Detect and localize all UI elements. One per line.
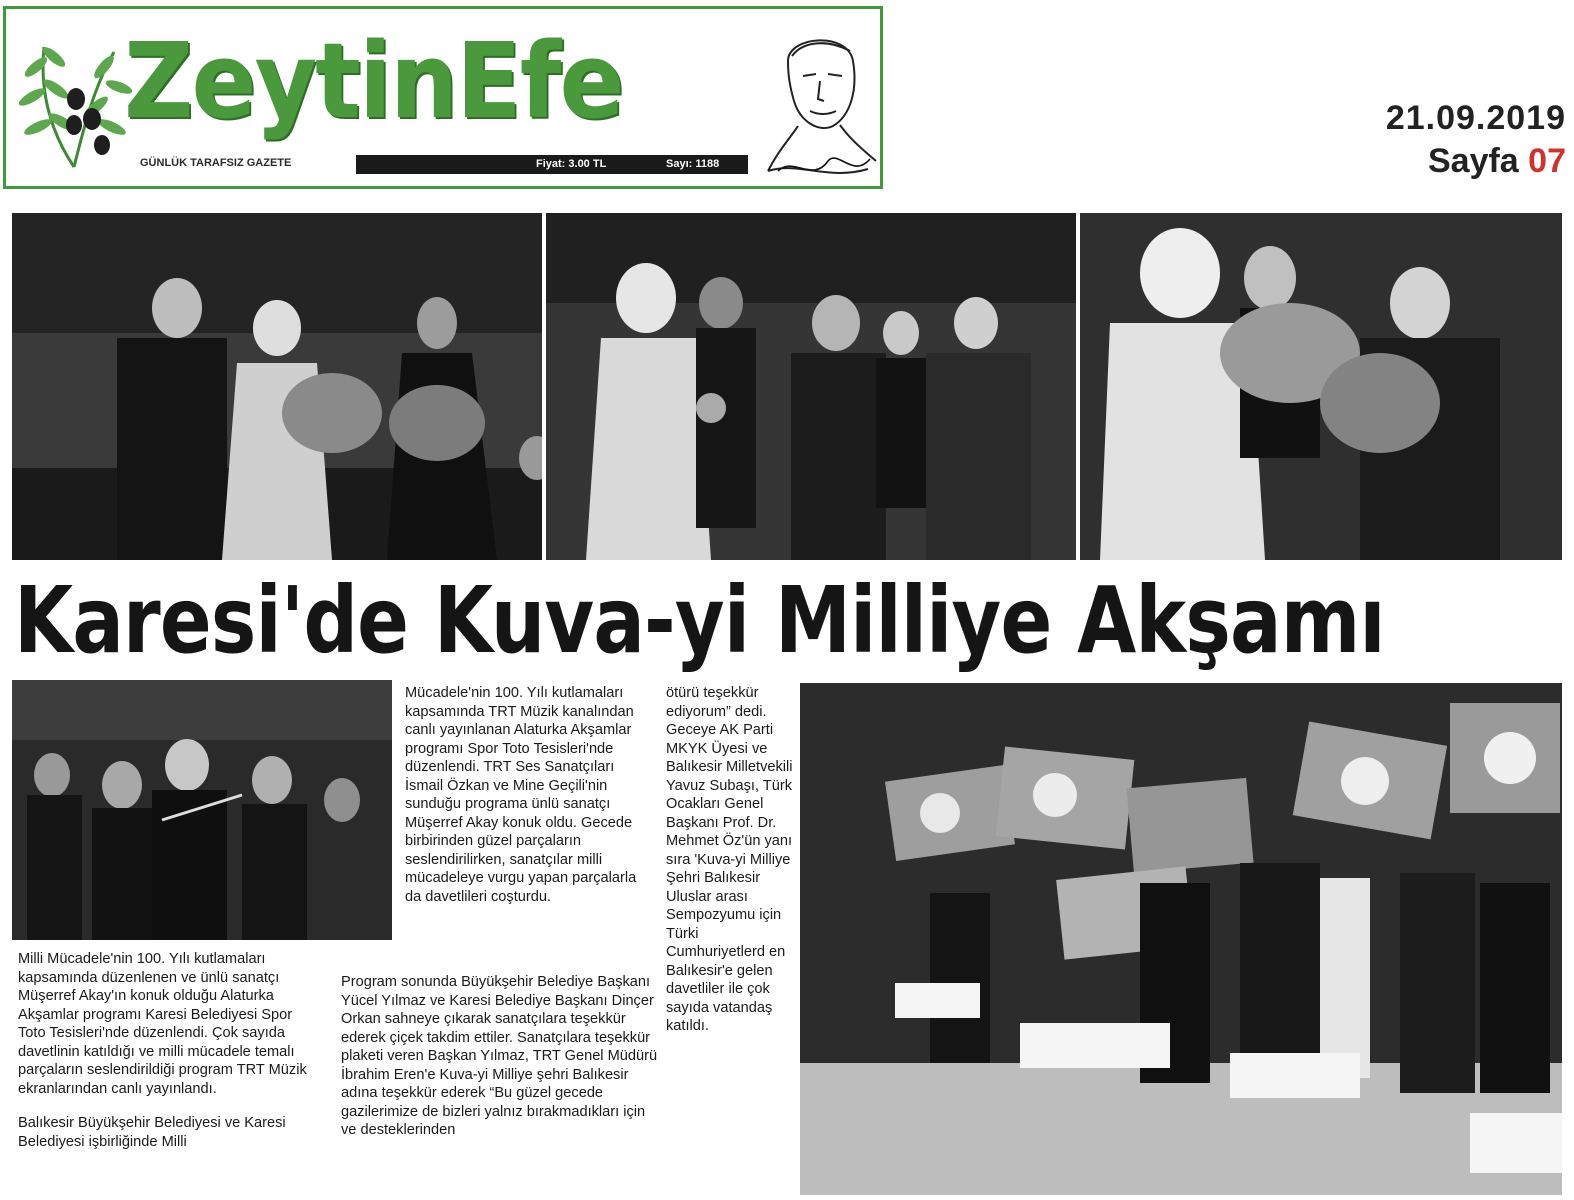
ataturk-portrait-icon xyxy=(758,21,878,186)
masthead-tagline: GÜNLÜK TARAFSIZ GAZETE xyxy=(140,157,292,169)
photo-officials-plaque xyxy=(546,213,1076,560)
page-number: 07 xyxy=(1528,142,1566,180)
page-label: Sayfa xyxy=(1427,142,1519,180)
article-column-3 xyxy=(341,973,659,1140)
masthead xyxy=(3,6,883,189)
article-column-2 xyxy=(405,684,655,906)
masthead-title: ZeytinEfe xyxy=(124,20,623,142)
article-paragraph: ötürü teşekkür ediyorum” dedi. Geceye AK Parti MKYK Üyesi ve Balıkesir Milletvekili Yavuz Subaşı, Türk Ocakları Genel Başkanı Prof. Dr. Mehmet Öz'ün yanı sıra 'Kuva-yi Milliye Şehri Balıkesir Uluslar arası Sempozyumu için Türki Cumhuriyetlerd en Balıkesir'e gelen davetliler ile çok sayıda vatandaş katıldı. xyxy=(666,685,793,1034)
photo-stage-singers xyxy=(12,213,542,560)
photo-crowd-flags xyxy=(800,683,1562,1195)
olive-branch-icon xyxy=(14,27,134,177)
article-paragraph: Balıkesir Büyükşehir Belediyesi ve Karesi Belediyesi işbirliğinde Milli xyxy=(18,1115,286,1150)
issue-date: 21.09.2019 xyxy=(1385,99,1566,137)
photo-orchestra xyxy=(12,680,392,940)
date-page-box xyxy=(1386,98,1566,184)
article-paragraph: Mücadele'nin 100. Yılı kutlamaları kapsamında TRT Müzik kanalından canlı yayınlanan Alaturka Akşamlar programı Spor Toto Tesisleri'nde düzenlendi. TRT Ses Sanatçıları İsmail Özkan ve Mine Geçili'nin sunduğu programa ünlü sanatçı Müşerref Akay konuk oldu. Gecede birbirinden güzel parçaların seslendirilirken, sanatçılar milli mücadeleye vurgu yapan parçalarla da davetlileri coşturdu. xyxy=(405,685,637,905)
article-column-1 xyxy=(18,950,318,1151)
article-paragraph: Program sonunda Büyükşehir Belediye Başkanı Yücel Yılmaz ve Karesi Belediye Başkanı Dinçer Orkan sahneye çıkarak sanatçılara teşekkür ederek çiçek takdim ettiler. Sanatçılara teşekkür plaketi veren Başkan Yılmaz, TRT Genel Müdürü İbrahim Eren'e Kuva-yi Milliye şehri Balıkesir adına teşekkür ederek “Bu güzel gecede gazilerimize de bizleri yalnız bırakmadıkları için ve desteklerinden xyxy=(341,974,658,1138)
price-label: Fiyat: 3.00 TL xyxy=(536,158,607,170)
article-paragraph: Milli Mücadele'nin 100. Yılı kutlamaları kapsamında düzenlenen ve ünlü sanatçı Müşerref Akay'ın konuk olduğu Alaturka Akşamlar programı Karesi Belediyesi Spor Toto Tesisleri'nde düzenlendi. Çok sayıda davetlinin katıldığı ve milli mücadele temalı parçaların seslendirildiği program TRT Müzik ekranlarından canlı yayınlandı. xyxy=(18,951,307,1097)
issue-number: Sayı: 1188 xyxy=(666,158,720,170)
page-indicator xyxy=(1386,138,1566,184)
article-headline: Karesi'de Kuva-yi Milliye Akşamı xyxy=(14,567,1385,674)
photo-flower-presentation xyxy=(1080,213,1562,560)
price-band xyxy=(356,155,748,174)
article-column-4 xyxy=(666,684,796,1036)
